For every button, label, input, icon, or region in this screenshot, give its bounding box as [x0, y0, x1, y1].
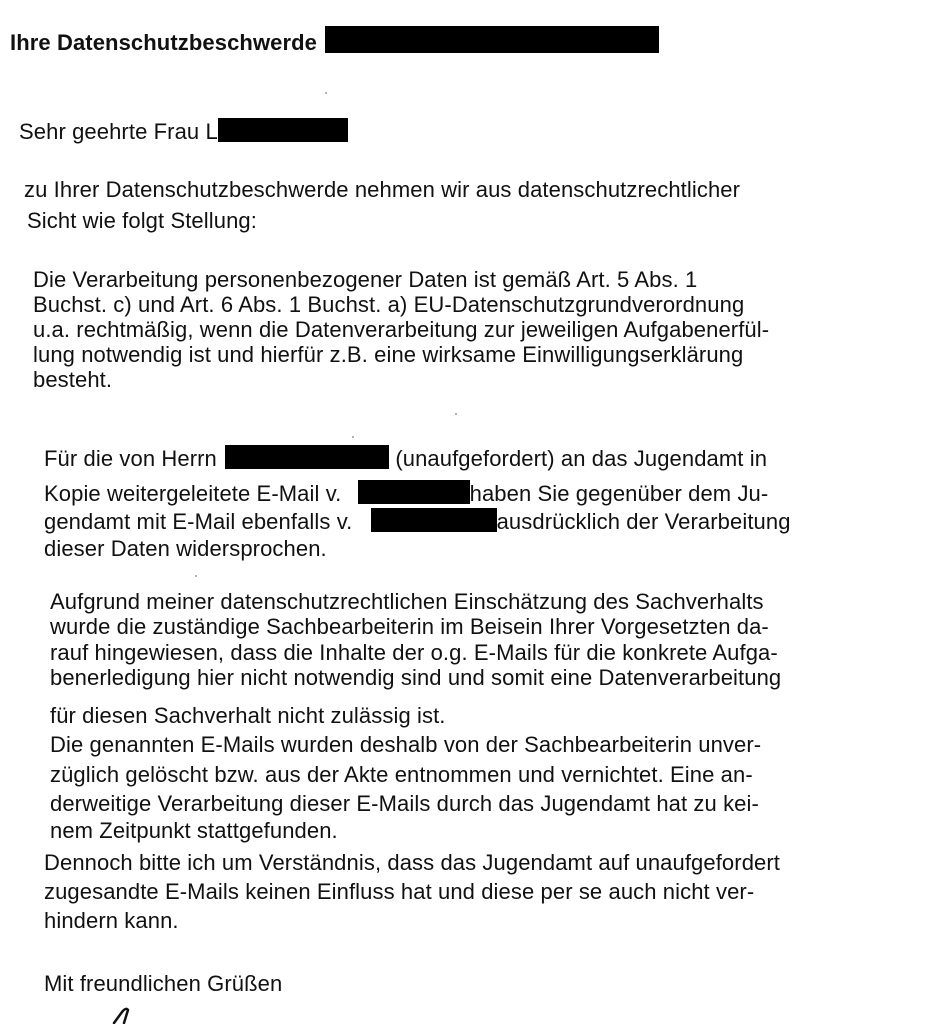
salutation	[19, 118, 348, 144]
redaction-bar	[371, 508, 497, 532]
scan-speck	[455, 413, 457, 415]
para2-text: Für die von Herrn	[44, 446, 217, 471]
scan-speck	[352, 436, 354, 438]
para1-line: u.a. rechtmäßig, wenn die Datenverarbeitung zur jeweiligen Aufgabenerfül-	[33, 317, 770, 342]
para3-line: Die genannten E-Mails wurden deshalb von der Sachbearbeiterin unver-	[50, 732, 762, 757]
para1-line: Die Verarbeitung personenbezogener Daten ist gemäß Art. 5 Abs. 1	[33, 267, 698, 292]
para3-line: Aufgrund meiner datenschutzrechtlichen Einschätzung des Sachverhalts	[50, 589, 764, 614]
para1-line: lung notwendig ist und hierfür z.B. eine wirksame Einwilligungserklärung	[33, 342, 744, 367]
signature-stroke	[110, 1004, 140, 1024]
para3-line: nem Zeitpunkt stattgefunden.	[50, 818, 338, 843]
para2-text: Kopie weitergeleitete E-Mail v.	[44, 481, 342, 506]
intro-line: Sicht wie folgt Stellung:	[27, 208, 257, 233]
para2-line	[44, 480, 768, 506]
para1-line: besteht.	[33, 367, 113, 392]
para2-text: haben Sie gegenüber dem Ju-	[469, 481, 769, 506]
para2-text: gendamt mit E-Mail ebenfalls v.	[44, 509, 353, 534]
redaction-bar	[225, 445, 389, 469]
closing-line: Mit freundlichen Grüßen	[44, 971, 283, 996]
redaction-bar	[218, 118, 348, 142]
intro-line: zu Ihrer Datenschutzbeschwerde nehmen wir aus datenschutzrechtlicher	[24, 177, 741, 202]
para2-text: ausdrücklich der Verarbeitung	[496, 509, 791, 534]
para2-line	[44, 508, 791, 534]
para2-line	[44, 445, 767, 471]
para3-line: hindern kann.	[44, 908, 179, 933]
redaction-bar	[358, 480, 470, 504]
para3-line: wurde die zuständige Sachbearbeiterin im Beisein Ihrer Vorgesetzten da-	[50, 614, 769, 639]
para3-line: rauf hingewiesen, dass die Inhalte der o.g. E-Mails für die konkrete Aufga-	[50, 640, 778, 665]
para3-line: derweitige Verarbeitung dieser E-Mails durch das Jugendamt hat zu kei-	[50, 791, 759, 816]
para2-line: dieser Daten widersprochen.	[44, 536, 327, 561]
para1-line: Buchst. c) und Art. 6 Abs. 1 Buchst. a) EU-Datenschutzgrundverordnung	[33, 292, 745, 317]
para3-line: züglich gelöscht bzw. aus der Akte entnommen und vernichtet. Eine an-	[50, 762, 753, 787]
para2-text: (unaufgefordert) an das Jugendamt in	[395, 446, 768, 471]
scan-speck	[195, 575, 197, 577]
salutation-text: Sehr geehrte Frau L	[19, 119, 218, 144]
para3-line: zugesandte E-Mails keinen Einfluss hat und diese per se auch nicht ver-	[44, 879, 755, 904]
redaction-bar	[325, 26, 659, 53]
letter-title	[10, 26, 659, 55]
para3-line: Dennoch bitte ich um Verständnis, dass das Jugendamt auf unaufgefordert	[44, 850, 780, 875]
para3-line: für diesen Sachverhalt nicht zulässig ist.	[50, 703, 446, 728]
title-text: Ihre Datenschutzbeschwerde	[10, 30, 318, 55]
para3-line: benerledigung hier nicht notwendig sind und somit eine Datenverarbeitung	[50, 665, 782, 690]
scan-speck	[325, 92, 327, 94]
